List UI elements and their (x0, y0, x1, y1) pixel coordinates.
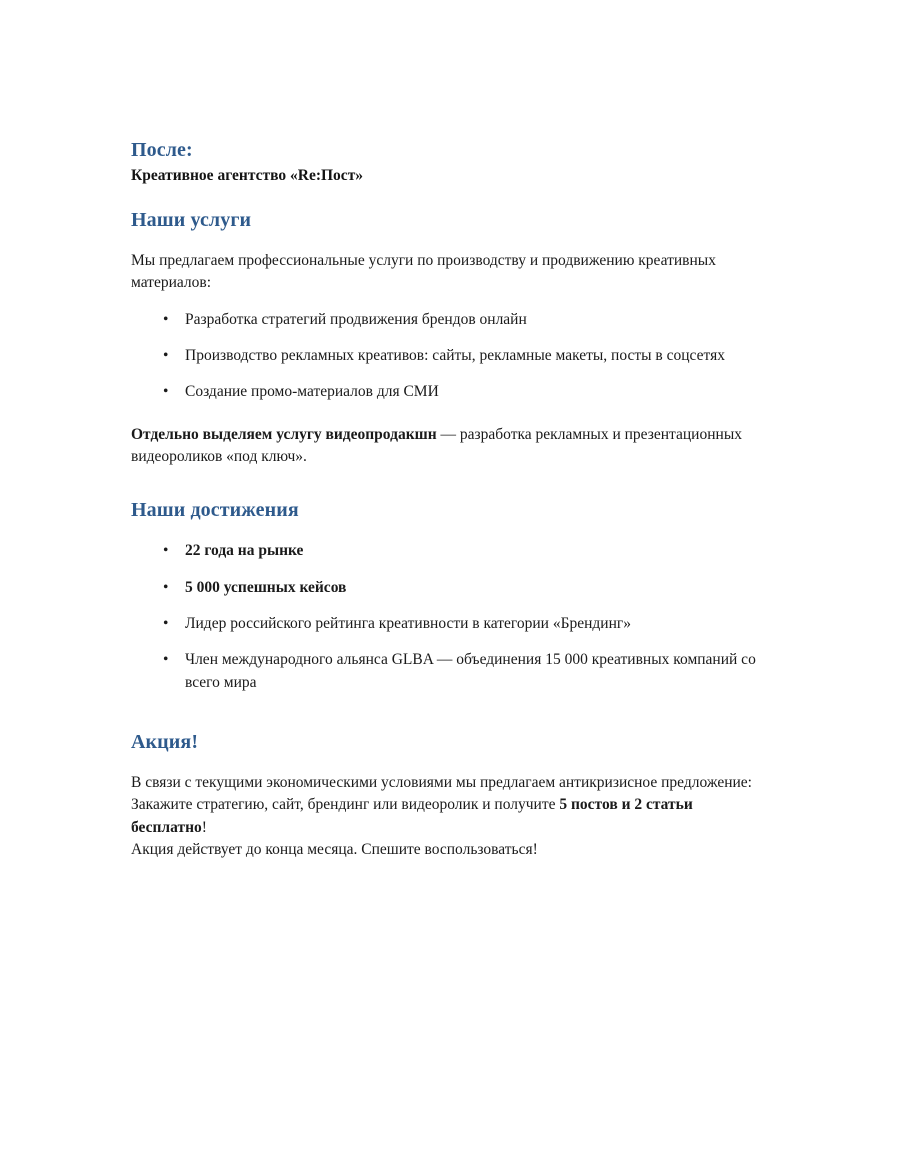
bullet-icon: • (163, 542, 169, 560)
promo-offer-paragraph (131, 794, 767, 839)
list-item-label: Создание промо-материалов для СМИ (185, 383, 439, 401)
list-item (131, 345, 767, 367)
services-note-rest: — разработка рекламных и презентационных видеороликов «под ключ». (131, 425, 742, 466)
bullet-icon: • (163, 347, 169, 365)
list-item-label: Разработка стратегий продвижения брендов онлайн (185, 310, 527, 328)
services-note-paragraph (131, 424, 767, 469)
bullet-icon: • (163, 383, 169, 401)
achievements-bullet-list (131, 540, 767, 694)
list-item (131, 540, 767, 562)
list-item-label: Лидер российского рейтинга креативности в категории «Брендинг» (185, 614, 631, 632)
list-item (131, 381, 767, 403)
bullet-icon: • (163, 651, 169, 669)
document-content (131, 138, 767, 861)
bullet-icon: • (163, 578, 169, 596)
bullet-icon: • (163, 614, 169, 632)
bullet-icon: • (163, 310, 169, 328)
list-item-label: 22 года на рынке (185, 542, 304, 560)
list-item-label: 5 000 успешных кейсов (185, 578, 347, 596)
list-item (131, 613, 767, 635)
promo-deadline-paragraph: Акция действует до конца месяца. Спешите воспользоваться! (131, 840, 538, 858)
promo-offer-prefix: Закажите стратегию, сайт, брендинг или видеоролик и получите (131, 796, 560, 814)
services-intro-paragraph: Мы предлагаем профессиональные услуги по производству и продвижению креативных материалов: (131, 252, 716, 292)
section-heading-services: Наши услуги (131, 209, 252, 232)
section-heading-achievements: Наши достижения (131, 499, 299, 522)
page-subtitle: Креативное агентство «Re:Пост» (131, 167, 364, 184)
promo-offer-emphasis: 5 постов и 2 статьи бесплатно (131, 796, 693, 836)
section-heading-promo: Акция! (131, 730, 199, 753)
promo-offer-suffix: ! (201, 818, 207, 836)
promo-intro-paragraph: В связи с текущими экономическими условиями мы предлагаем антикризисное предложение: (131, 773, 752, 791)
page-title: После: (131, 139, 193, 161)
services-note-emphasis: Отдельно выделяем услугу видеопродакшн (131, 425, 437, 443)
list-item (131, 309, 767, 331)
list-item (131, 649, 767, 694)
list-item-label: Производство рекламных креативов: сайты, рекламные макеты, посты в соцсетях (185, 347, 725, 365)
list-item-label: Член международного альянса GLBA — объединения 15 000 креативных компаний со всего мира (185, 651, 756, 691)
list-item (131, 577, 767, 599)
services-bullet-list (131, 309, 767, 404)
